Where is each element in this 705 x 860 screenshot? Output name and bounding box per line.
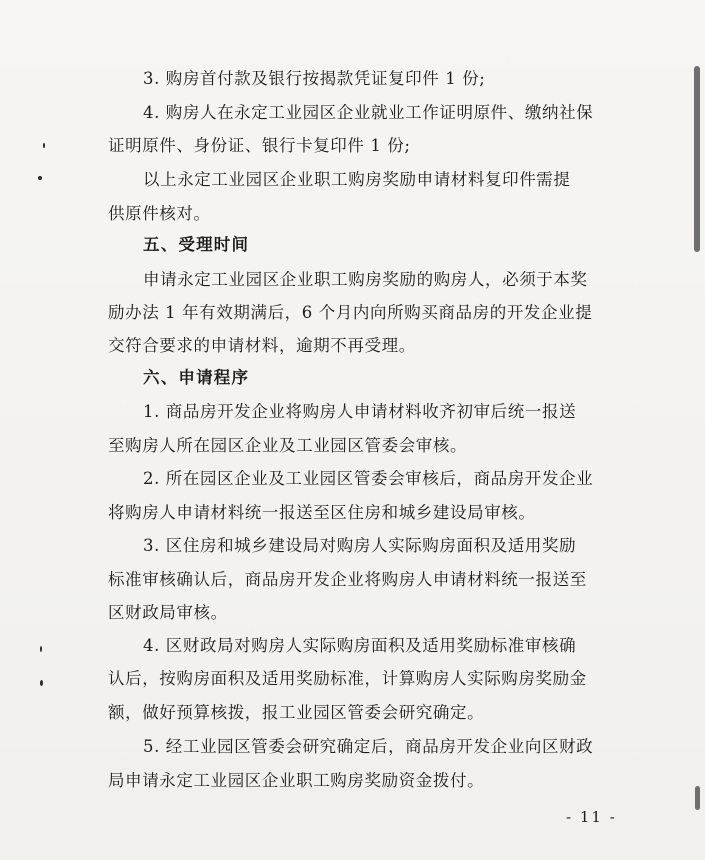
text-line-9: 交符合要求的申请材料，逾期不再受理。: [108, 336, 416, 355]
section-heading-5: 五、受理时间: [143, 235, 250, 254]
scan-speck: [38, 176, 42, 180]
text-line-18: 4. 区财政局对购房人实际购房面积及适用奖励标准审核确: [143, 636, 577, 655]
text-line-3: 证明原件、身份证、银行卡复印件 1 份;: [108, 136, 411, 155]
page-number: - 11 -: [566, 808, 617, 826]
text-line-1: 3. 购房首付款及银行按揭款凭证复印件 1 份;: [143, 69, 486, 88]
text-line-11: 1. 商品房开发企业将购房人申请材料收齐初审后统一报送: [143, 402, 577, 421]
text-line-8: 励办法 1 年有效期满后，6 个月内向所购买商品房的开发企业提: [108, 303, 593, 322]
scan-speck: [43, 143, 45, 148]
text-line-21: 5. 经工业园区管委会研究确定后，商品房开发企业向区财政: [143, 737, 594, 756]
scan-speck: [40, 646, 42, 652]
text-line-15: 3. 区住房和城乡建设局对购房人实际购房面积及适用奖励: [143, 536, 577, 555]
text-line-13: 2. 所在园区企业及工业园区管委会审核后，商品房开发企业: [143, 469, 594, 488]
scan-speck: [40, 680, 43, 686]
text-line-19: 认后，按购房面积及适用奖励标准，计算购房人实际购房奖励金: [108, 669, 587, 688]
text-line-2: 4. 购房人在永定工业园区企业就业工作证明原件、缴纳社保: [143, 103, 594, 122]
text-line-14: 将购房人申请材料统一报送至区住房和城乡建设局审核。: [108, 503, 536, 522]
text-line-12: 至购房人所在园区企业及工业园区管委会审核。: [108, 436, 468, 455]
text-line-7: 申请永定工业园区企业职工购房奖励的购房人，必须于本奖: [143, 270, 588, 289]
text-line-20: 额，做好预算核拨，报工业园区管委会研究确定。: [108, 703, 485, 722]
section-heading-6: 六、申请程序: [143, 368, 250, 387]
scrollbar-thumb[interactable]: [694, 66, 700, 252]
text-line-17: 区财政局审核。: [108, 603, 228, 622]
text-line-4: 以上永定工业园区企业职工购房奖励申请材料复印件需提: [143, 170, 571, 189]
text-line-5: 供原件核对。: [108, 204, 211, 223]
text-line-16: 标准审核确认后，商品房开发企业将购房人申请材料统一报送至: [108, 570, 587, 589]
scrollbar-end-marker[interactable]: [695, 786, 700, 810]
text-line-22: 局申请永定工业园区企业职工购房奖励资金拨付。: [108, 771, 485, 790]
